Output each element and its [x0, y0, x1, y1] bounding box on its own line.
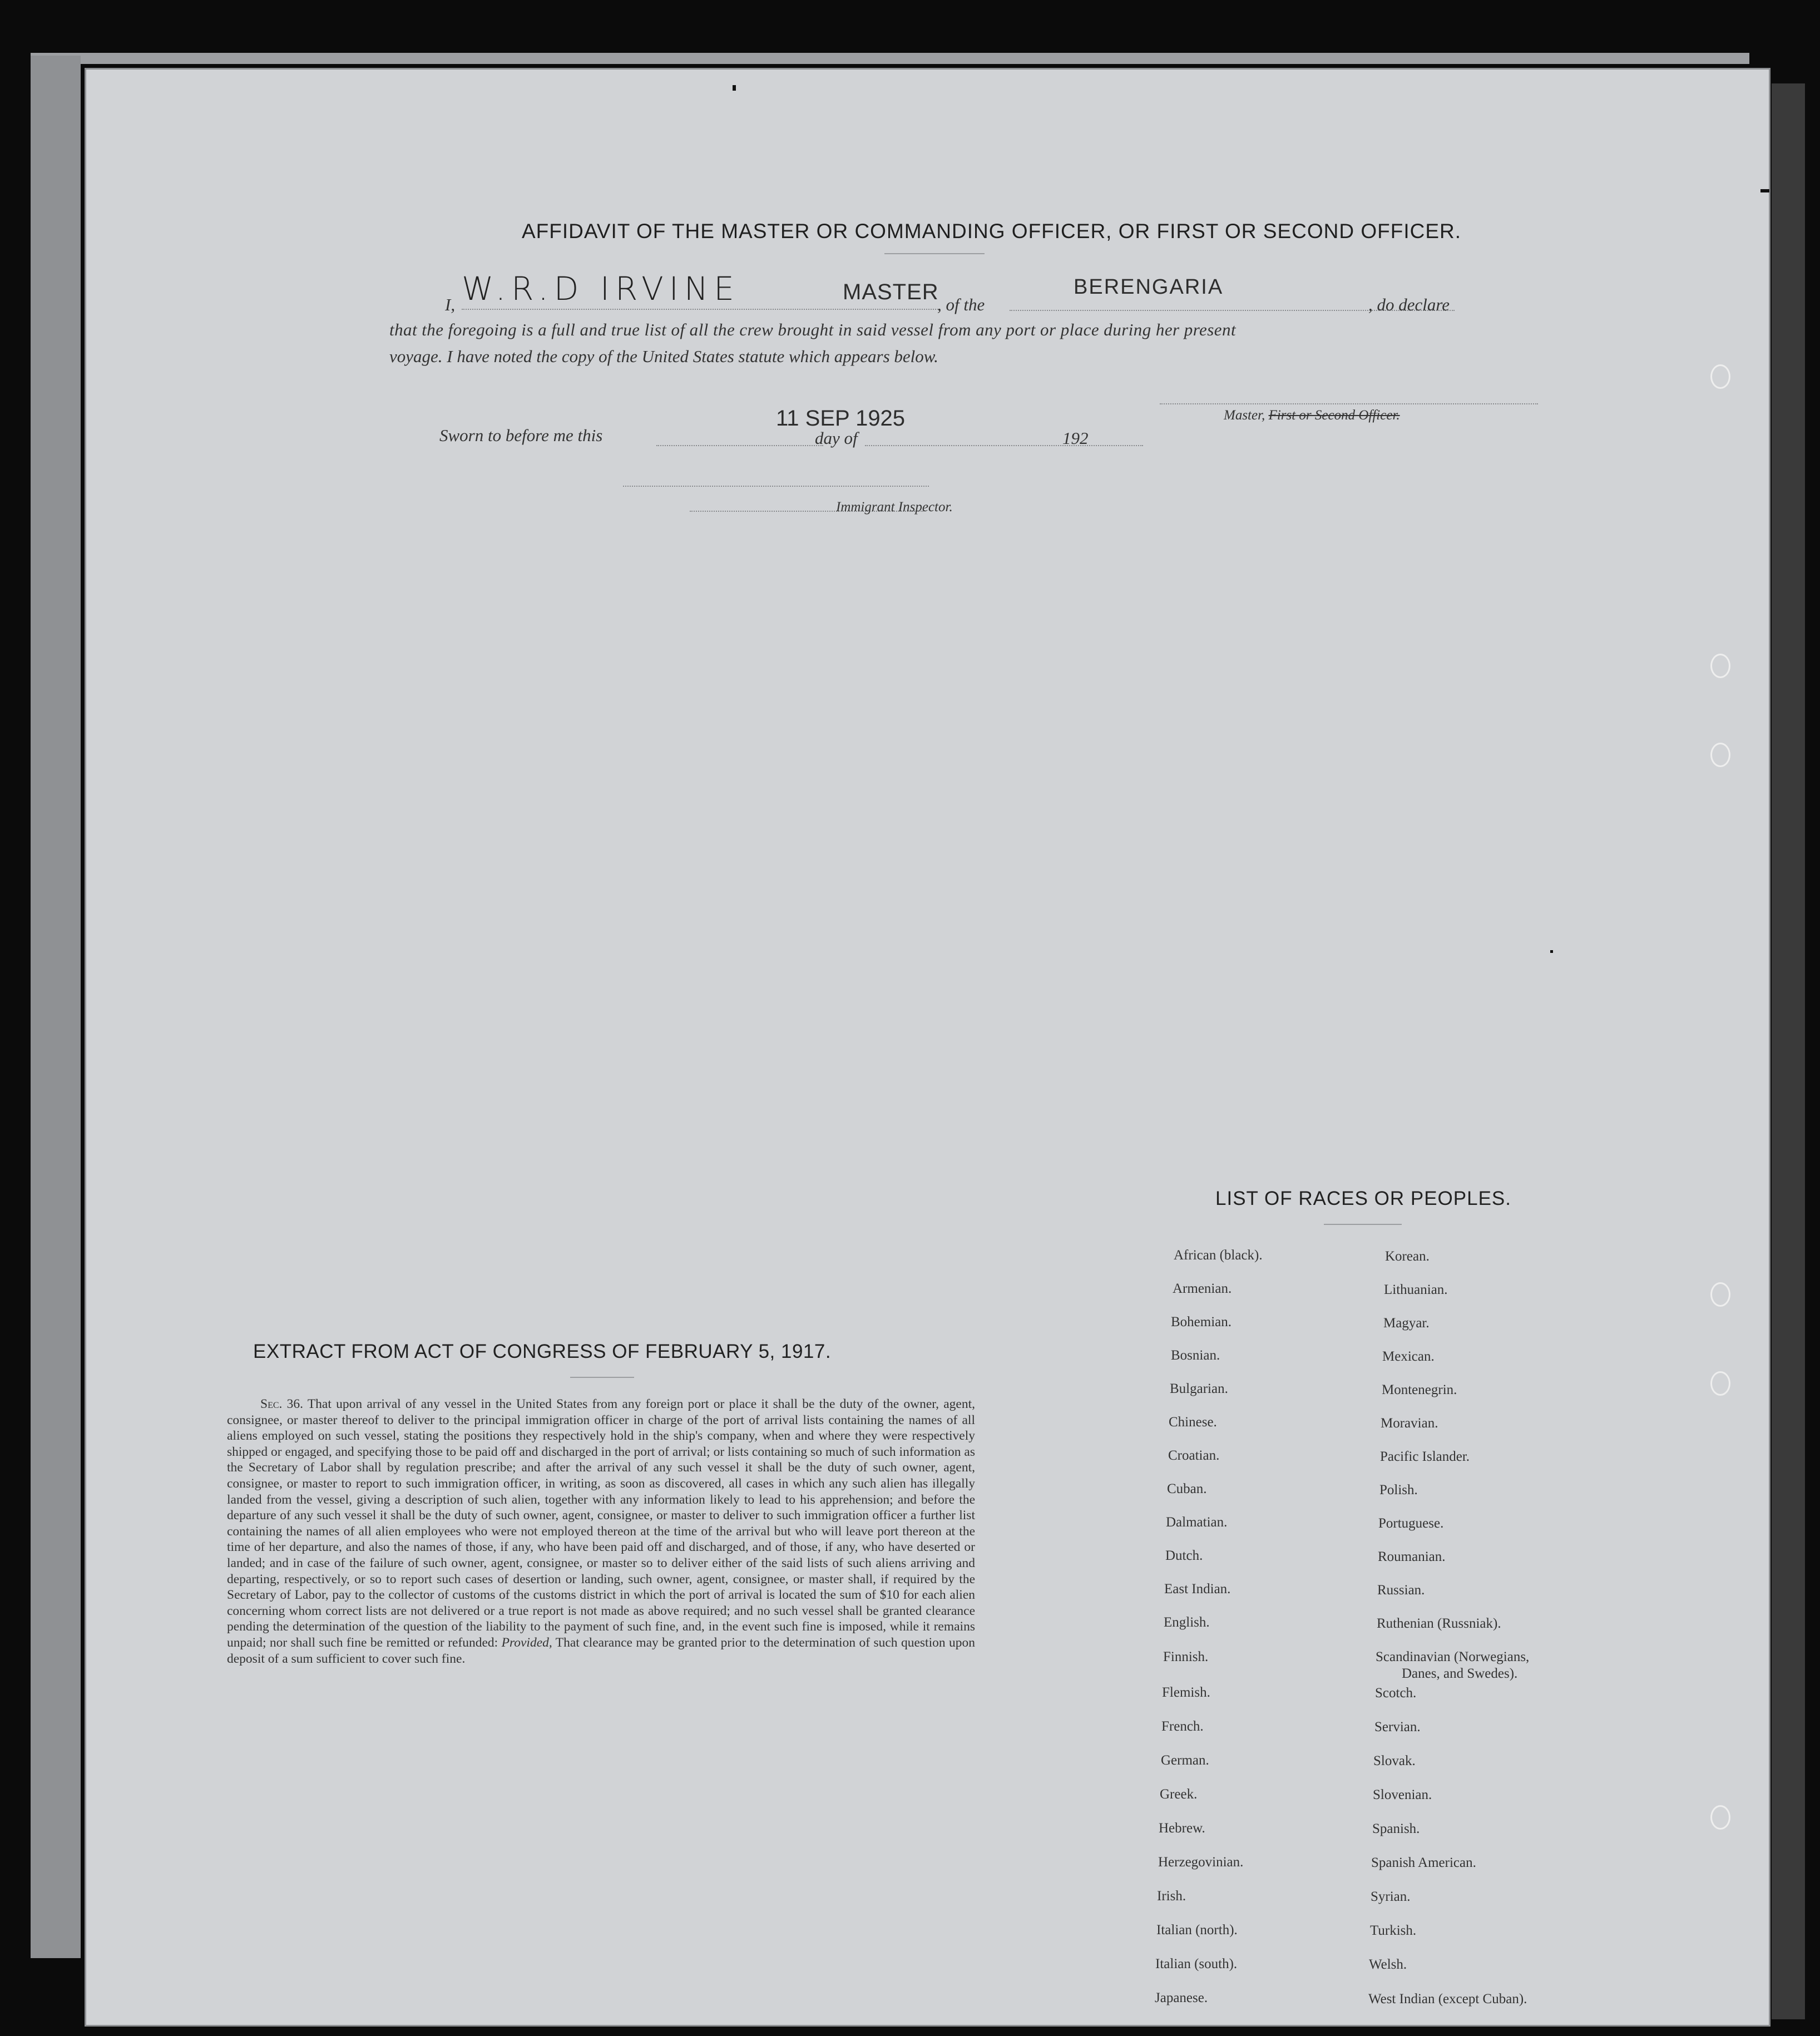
- declaration-line-3: voyage. I have noted the copy of the United States statute which appears below.: [389, 347, 938, 366]
- race-item: Mexican.: [1382, 1349, 1435, 1364]
- ink-speck: [733, 85, 736, 91]
- declaration-of-the: , of the: [937, 295, 985, 314]
- race-item: German.: [1161, 1753, 1209, 1768]
- race-item: Greek.: [1160, 1787, 1198, 1802]
- punch-hole: [1710, 1371, 1730, 1396]
- affidavit-title: AFFIDAVIT OF THE MASTER OR COMMANDING OFFICER, OR FIRST OR SECOND OFFICER.: [521, 220, 1462, 243]
- race-item: West Indian (except Cuban).: [1368, 1991, 1527, 2007]
- race-item: Japanese.: [1155, 1990, 1208, 2005]
- race-item: Turkish.: [1370, 1923, 1417, 1938]
- race-item: Slovenian.: [1373, 1787, 1432, 1802]
- race-item: Moravian.: [1381, 1416, 1438, 1431]
- race-item: Armenian.: [1173, 1281, 1232, 1296]
- race-item: Spanish.: [1372, 1821, 1420, 1836]
- race-item: Korean.: [1385, 1249, 1430, 1264]
- declaration-do-declare: , do declare: [1368, 295, 1450, 314]
- race-item: Dutch.: [1165, 1548, 1203, 1563]
- race-item: Polish.: [1379, 1482, 1418, 1498]
- month-line: [865, 445, 1143, 446]
- race-item: East Indian.: [1164, 1582, 1231, 1597]
- declaration-i-label: I,: [445, 295, 456, 314]
- master-name-line: [462, 309, 940, 310]
- punch-hole: [1710, 364, 1730, 389]
- race-item: Russian.: [1377, 1583, 1425, 1598]
- race-item: Magyar.: [1383, 1316, 1430, 1331]
- section-label: Sec. 36.: [260, 1397, 303, 1411]
- race-item: African (black).: [1174, 1248, 1263, 1263]
- race-item: Irish.: [1157, 1889, 1186, 1904]
- races-divider: [1324, 1224, 1402, 1225]
- race-item: Bohemian.: [1171, 1314, 1232, 1330]
- race-item: Servian.: [1374, 1719, 1421, 1734]
- day-of-label: day of: [815, 428, 858, 448]
- race-item: Italian (south).: [1155, 1956, 1238, 1971]
- punch-hole: [1710, 743, 1730, 767]
- race-item: Montenegrin.: [1382, 1382, 1457, 1397]
- race-item: Welsh.: [1369, 1957, 1407, 1972]
- race-item: Flemish.: [1162, 1685, 1210, 1700]
- master-signature-line: [1160, 403, 1538, 404]
- races-title: LIST OF RACES OR PEOPLES.: [1215, 1188, 1512, 1209]
- page-stack-edge-top: [31, 53, 1749, 64]
- page-stack-edge-left: [31, 56, 81, 1958]
- race-item: English.: [1164, 1615, 1210, 1630]
- race-item: Chinese.: [1169, 1415, 1217, 1430]
- race-item: Ruthenian (Russniak).: [1377, 1616, 1501, 1631]
- master-name-handwritten: W.R.D IRVINE: [462, 270, 740, 308]
- year-prefix: 192: [1062, 428, 1089, 448]
- master-stamp: MASTER: [843, 280, 939, 304]
- extract-body: [227, 1396, 975, 1667]
- ink-speck: [1760, 189, 1769, 192]
- race-item: Herzegovinian.: [1158, 1855, 1244, 1870]
- section-text: That upon arrival of any vessel in the United States from any foreign port or place it shall be the duty of the owner, agent, consignee, or master thereof to deliver to the principal immigration officer in charge of the port of arrival lists containing the names of all aliens employed on such vessel, stating the positions they respectively hold in the ship's company, when and where they were respectively shipped or engaged, and specifying those to be paid off and discharged in the port of arrival; or lists containing so much of such information as the Secretary of Labor shall by regulation prescribe; and after the arrival of any such vessel it shall be the duty of such owner, agent, consignee, or master to report to such immigration officer, in writing, as soon as discovered, all cases in which any such alien has illegally landed from the vessel, giving a description of such alien, together with any information likely to lead to his apprehension; and before the departure of any such vessel it shall be the duty of such owner, agent, consignee, or master to deliver to such immigration officer a further list containing the names of all alien employees who were not employed thereon at the time of the arrival but who will leave port thereon at the time of her departure, and also the names of those, if any, who have been paid off and discharged, and of those, if any, who have deserted or landed; and in case of the failure of such owner, agent, consignee, or master so to deliver either of the said lists of such aliens arriving and departing, respectively, or so to report such cases of desertion or landing, such owner, agent, consignee, or master shall, if required by the Secretary of Labor, pay to the collector of customs of the customs district in which the port of arrival is located the sum of $10 for each alien concerning whom correct lists are not delivered or a true report is not made as above required; and no such vessel shall be granted clearance pending the determination of the question of the liability to the payment of such fine, and, in the event such fine is imposed, while it remains unpaid; nor shall such fine be remitted or refunded:: [227, 1397, 976, 1650]
- signature-caption-struck: First or Second Officer.: [1268, 408, 1400, 423]
- sworn-line: [656, 445, 823, 446]
- race-item: Scotch.: [1375, 1686, 1417, 1701]
- race-item: Dalmatian.: [1166, 1515, 1228, 1530]
- declaration-line-2: that the foregoing is a full and true list of all the crew brought in said vessel from any port or place during her present: [389, 320, 1237, 339]
- race-item: Danes, and Swedes).: [1402, 1666, 1518, 1681]
- document-page: [86, 70, 1769, 2025]
- race-item: Portuguese.: [1378, 1516, 1444, 1531]
- signature-caption: [1224, 408, 1400, 423]
- ink-speck: [1550, 950, 1553, 953]
- extract-title: EXTRACT FROM ACT OF CONGRESS OF FEBRUARY 5, 1917.: [253, 1341, 832, 1362]
- provided-text: That clearance may be granted prior to the determination of such question upon deposit of a sum sufficient to cover such fine.: [227, 1635, 976, 1666]
- race-item: Pacific Islander.: [1380, 1449, 1470, 1464]
- page-stack-edge-right: [1772, 83, 1805, 2019]
- race-item: Scandinavian (Norwegians,: [1376, 1649, 1530, 1664]
- punch-hole: [1710, 1282, 1730, 1307]
- inspector-caption: Immigrant Inspector.: [836, 500, 953, 515]
- punch-hole: [1710, 1805, 1730, 1830]
- sworn-label: Sworn to before me this: [439, 426, 603, 445]
- race-item: Lithuanian.: [1384, 1282, 1448, 1297]
- race-item: Syrian.: [1371, 1889, 1411, 1904]
- race-item: Roumanian.: [1378, 1549, 1446, 1564]
- provided-label: Provided,: [501, 1635, 552, 1650]
- race-item: Cuban.: [1167, 1481, 1207, 1496]
- extract-divider: [570, 1377, 634, 1378]
- race-item: French.: [1161, 1719, 1204, 1734]
- race-item: Bosnian.: [1171, 1348, 1220, 1363]
- race-item: Finnish.: [1163, 1649, 1209, 1664]
- race-item: Slovak.: [1373, 1753, 1416, 1768]
- race-item: Spanish American.: [1371, 1855, 1476, 1870]
- signature-caption-master: Master,: [1224, 408, 1269, 423]
- race-item: Croatian.: [1168, 1448, 1220, 1463]
- race-item: Hebrew.: [1159, 1821, 1205, 1836]
- vessel-name-stamp: BERENGARIA: [1074, 275, 1224, 299]
- punch-hole: [1710, 654, 1730, 678]
- date-stamp: 11 SEP 1925: [776, 406, 906, 431]
- race-item: Bulgarian.: [1170, 1381, 1228, 1396]
- race-item: Italian (north).: [1156, 1923, 1238, 1938]
- inspector-signature-line: [623, 486, 929, 487]
- title-divider: [884, 253, 985, 254]
